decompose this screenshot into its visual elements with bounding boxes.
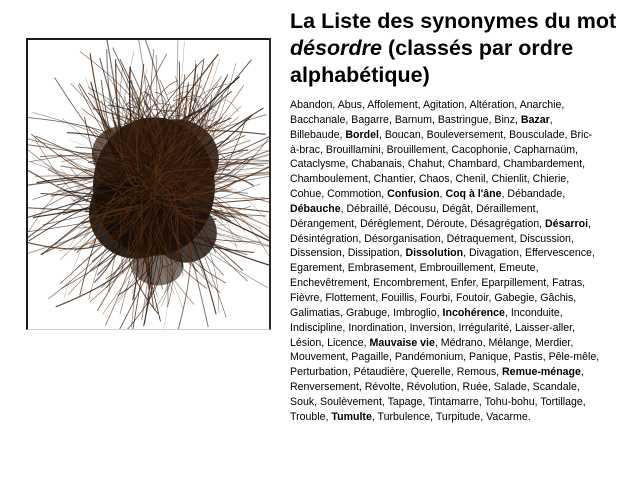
- synonym-word: Débraillé: [346, 202, 389, 215]
- synonym-word: Dissipation: [347, 247, 400, 260]
- synonym-word: Pastis: [513, 351, 543, 364]
- synonym-word: Eparpillement: [481, 277, 547, 290]
- synonym-word: Tortillage: [540, 395, 583, 408]
- synonym-word: Chantier: [373, 173, 414, 186]
- synonym-word: Galimatias: [290, 306, 341, 319]
- title-keyword: désordre: [290, 36, 383, 60]
- synonym-word: Mélange: [488, 336, 530, 349]
- synonym-word: Chabanais: [351, 158, 402, 171]
- synonym-word: Abus: [337, 99, 362, 111]
- synonym-word: Commotion: [327, 188, 382, 201]
- synonym-word: Tumulte: [331, 410, 372, 423]
- synonym-word: Trouble: [290, 410, 326, 423]
- synonym-word: Inordination: [348, 321, 404, 334]
- synonym-word: Effervescence: [524, 247, 592, 260]
- synonym-word: Irrégularité: [458, 321, 510, 334]
- synonym-word: Bacchanale: [290, 113, 346, 126]
- synonym-word: Brouillamini: [325, 143, 381, 156]
- synonym-word: Lésion: [290, 336, 322, 349]
- page-title: [290, 8, 635, 89]
- synonym-word: Révolution: [406, 381, 457, 394]
- synonym-word: Détraquement: [446, 232, 514, 245]
- synonym-word: Chienlit: [491, 173, 527, 186]
- synonym-word: Chahut: [407, 158, 442, 171]
- synonym-word: Inconduite: [510, 306, 560, 319]
- title-suffix: (classés par ordre alphabétique): [290, 36, 574, 87]
- synonym-word: Pétaudière: [353, 366, 405, 379]
- synonym-word: Mauvaise vie: [369, 336, 435, 349]
- synonym-word: Débandade: [507, 188, 563, 201]
- synonym-word: Perturbation: [290, 366, 348, 379]
- synonym-word: Bastringue: [437, 113, 489, 126]
- synonym-word: Licence: [327, 336, 364, 349]
- synonym-word: Fièvre: [290, 291, 320, 304]
- synonym-word: Embrouillement: [419, 262, 494, 275]
- synonym-word: Gâchis: [540, 291, 574, 304]
- synonym-word: Grabuge: [345, 306, 388, 319]
- synonym-word: Désarroi: [545, 217, 589, 230]
- synonym-word: Dérèglement: [360, 217, 421, 230]
- synonym-word: Affolement: [367, 99, 418, 111]
- synonym-word: Dissolution: [405, 247, 464, 260]
- synonym-word: Tintamarre: [428, 395, 479, 408]
- synonym-word: Scandale: [532, 381, 577, 394]
- synonym-word: Bouleversement: [426, 128, 504, 141]
- synonym-word: Salade: [493, 381, 527, 394]
- synonym-word: Fourbi: [420, 291, 451, 304]
- synonym-word: Révolte: [364, 381, 401, 394]
- tangled-hair-photo: [26, 38, 271, 330]
- synonym-word: Cohue: [290, 188, 322, 201]
- synonym-word: Désintégration: [290, 232, 359, 245]
- synonym-word: Cataclysme: [290, 158, 346, 171]
- synonym-word: Pêle-mêle: [548, 351, 597, 364]
- synonym-word: Divagation: [469, 247, 520, 260]
- synonym-word: Dérangement: [290, 217, 355, 230]
- synonym-word: Chierie: [532, 173, 567, 186]
- synonym-word: Brouillement: [386, 143, 446, 156]
- tangled-hair-photo-icon: [28, 40, 269, 329]
- synonym-word: Déroute: [426, 217, 465, 230]
- synonym-word: Bazar: [520, 113, 550, 126]
- synonym-word: Ruée: [462, 381, 488, 394]
- synonym-word: Chaos: [418, 173, 450, 186]
- synonym-word: Abandon: [290, 99, 333, 111]
- synonym-word: Dissension: [290, 247, 342, 260]
- synonym-word: Pagaille: [351, 351, 389, 364]
- synonym-word: Dégât: [441, 202, 471, 215]
- synonym-word: Chambardement: [503, 158, 583, 171]
- synonym-word: Chamboulement: [290, 173, 368, 186]
- synonym-word: Billebaude: [290, 128, 340, 141]
- synonym-word: Capharnaüm: [513, 143, 576, 156]
- synonym-word: Enchevêtrement: [290, 277, 368, 290]
- synonym-word: Egarement: [290, 262, 342, 275]
- title-text: La Liste des synonymes du mot: [290, 9, 617, 33]
- synonym-word: Encombrement: [373, 277, 445, 290]
- hair-fibers: [28, 40, 269, 329]
- synonym-word: Merdier: [535, 336, 571, 349]
- synonym-word: Soulèvement: [320, 395, 382, 408]
- synonym-word: Barnum: [394, 113, 432, 126]
- synonym-word: Foutoir: [456, 291, 489, 304]
- synonym-word: Boucan: [384, 128, 421, 141]
- synonym-word: Coq à l'âne: [445, 188, 502, 201]
- synonym-word: Décousu: [394, 202, 437, 215]
- synonym-word: Vacarme: [486, 410, 528, 423]
- synonym-word: Remous: [456, 366, 497, 379]
- synonym-word: Agitation: [422, 99, 465, 111]
- synonym-word: Imbroglio: [393, 306, 437, 319]
- synonym-word: Tohu-bohu: [484, 395, 535, 408]
- synonym-word: Pandémonium: [394, 351, 464, 364]
- synonym-word: Discussion: [519, 232, 571, 245]
- synonym-word: Cacophonie: [451, 143, 508, 156]
- synonym-word: Chenil: [455, 173, 486, 186]
- synonym-word: Bousculade: [509, 128, 565, 141]
- synonym-word: Chambard: [447, 158, 498, 171]
- synonym-word: Panique: [469, 351, 508, 364]
- synonym-word: Déraillement: [476, 202, 536, 215]
- synonym-word: Anarchie: [519, 99, 562, 111]
- synonym-word: Gabegie: [494, 291, 535, 304]
- synonym-word: Remue-ménage: [502, 366, 581, 379]
- synonym-word: Désorganisation: [364, 232, 441, 245]
- synonym-word: Indiscipline: [290, 321, 343, 334]
- synonym-word: Bagarre: [351, 113, 389, 126]
- synonym-word: Emeute: [499, 262, 536, 275]
- synonym-word: Fatras: [552, 277, 583, 290]
- synonym-word: Renversement: [290, 381, 359, 394]
- synonym-word: Fouillis: [381, 291, 415, 304]
- synonym-word: Tapage: [387, 395, 423, 408]
- synonym-word: Binz: [494, 113, 515, 126]
- synonym-word: Altération: [469, 99, 515, 111]
- synonym-word: Embrasement: [347, 262, 414, 275]
- synonym-word: Incohérence: [442, 306, 505, 319]
- synonym-word: Débauche: [290, 202, 341, 215]
- synonym-word: Souk: [290, 395, 315, 408]
- synonym-word: Flottement: [325, 291, 376, 304]
- synonym-word: Mouvement: [290, 351, 346, 364]
- synonym-word: Désagrégation: [470, 217, 540, 230]
- synonym-word: Turbulence: [377, 410, 431, 423]
- synonym-word: Médrano: [440, 336, 483, 349]
- synonym-word: Laisser-aller: [515, 321, 573, 334]
- synonym-word: Enfer: [450, 277, 476, 290]
- synonym-word: Turpitude: [435, 410, 481, 423]
- synonym-list: Abandon, Abus, Affolement, Agitation, Altération, Anarchie, Bacchanale, Bagarre, Barnum, Bastringue, Binz, Bazar, Billebaude, Bordel, Boucan, Bouleversement, Bousculade, Bric-à-brac, Brouillamini, Brouillement, Cacophonie, Capharnaüm, Cataclysme, Chabanais, Chahut, Chambard, Chambardement, Chamboulement, Chantier, Chaos, Chenil, Chienlit, Chierie, Cohue, Commotion, Confusion, Coq à l'âne, Débandade, Débauche, Débraillé, Décousu, Dégât, Déraillement, Dérangement, Dérèglement, Déroute, Désagrégation, Désarroi, Désintégration, Désorganisation, Détraquement, Discussion, Dissension, Dissipation, Dissolution, Divagation, Effervescence, Egarement, Embrasement, Embrouillement, Emeute, Enchevêtrement, Encombrement, Enfer, Eparpillement, Fatras, Fièvre, Flottement, Fouillis, Fourbi, Foutoir, Gabegie, Gâchis, Galimatias, Grabuge, Imbroglio, Incohérence, Inconduite, Indiscipline, Inordination, Inversion, Irrégularité, Laisser-aller, Lésion, Licence, Mauvaise vie, Médrano, Mélange, Merdier, Mouvement, Pagaille, Pandémonium, Panique, Pastis, Pêle-mêle, Perturbation, Pétaudière, Querelle, Remous, Remue-ménage, Renversement, Révolte, Révolution, Ruée, Salade, Scandale, Souk, Soulèvement, Tapage, Tintamarre, Tohu-bohu, Tortillage, Trouble, Tumulte, Turbulence, Turpitude, Vacarme.: [290, 99, 600, 423]
- synonym-word: Querelle: [410, 366, 451, 379]
- synonym-word: Bordel: [345, 128, 379, 141]
- synonym-word: Inversion: [409, 321, 453, 334]
- synonym-word: Confusion: [387, 188, 440, 201]
- synonym-word: Bric-à-brac: [290, 128, 593, 156]
